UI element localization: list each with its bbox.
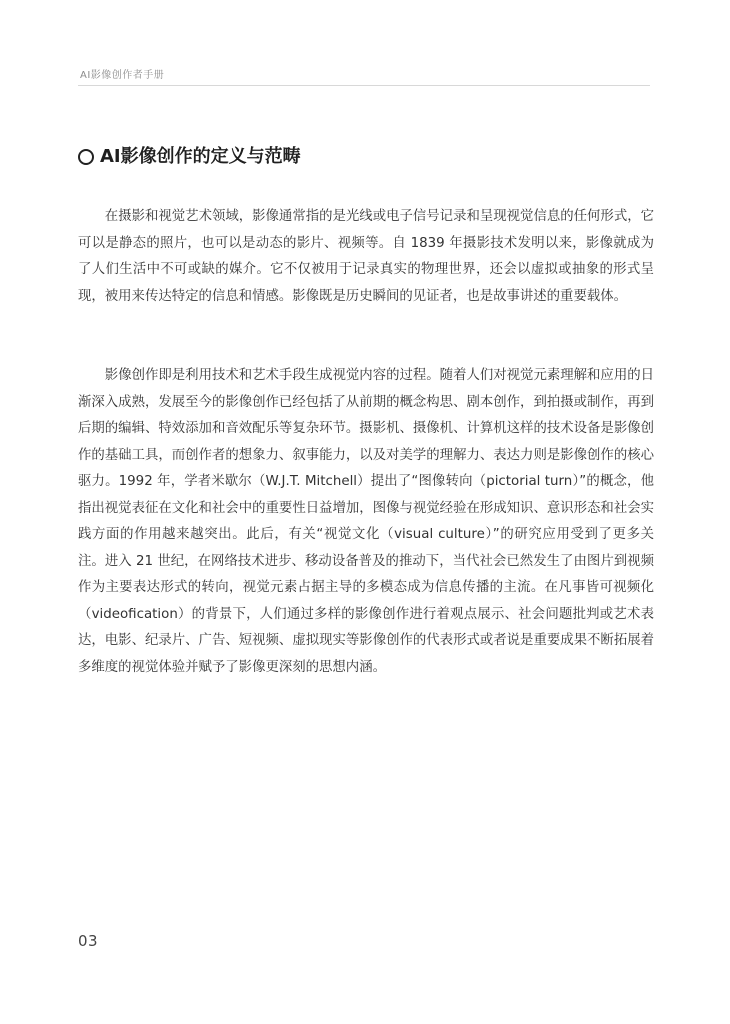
circle-bullet-icon [78,149,94,165]
body-paragraph-1-container [78,204,654,310]
section-heading [78,143,658,171]
header-divider [78,85,650,86]
running-header: AI影像创作者手册 [80,70,165,81]
body-paragraph: 在摄影和视觉艺术领域，影像通常指的是光线或电子信号记录和呈现视觉信息的任何形式，它可以是静态的照片，也可以是动态的影片、视频等。自 1839 年摄影技术发明以来，影像就成为了人们生活中不可或缺的媒介。它不仅被用于记录真实的物理世界，还会以虚拟或抽象的形式呈现，被用来传达特定的信息和情感。影像既是历史瞬间的见证者，也是故事讲述的重要载体。 [78,209,654,304]
page-number: 03 [78,932,99,950]
body-paragraph-2-container [78,363,654,681]
body-paragraph: 影像创作即是利用技术和艺术手段生成视觉内容的过程。随着人们对视觉元素理解和应用的日渐深入成熟，发展至今的影像创作已经包括了从前期的概念构思、剧本创作，到拍摄或制作，再到后期的编辑、特效添加和音效配乐等复杂环节。摄影机、摄像机、计算机这样的技术设备是影像创作的基础工具，而创作者的想象力、叙事能力，以及对美学的理解力、表达力则是影像创作的核心驱力。1992 年，学者米歇尔（W.J.T. Mitchell）提出了“图像转向（pictorial turn）”的概念，他指出视觉表征在文化和社会中的重要性日益增加，图像与视觉经验在形成知识、意识形态和社会实践方面的作用越来越突出。此后，有关“视觉文化（visual culture）”的研究应用受到了更多关注。进入 21 世纪，在网络技术进步、移动设备普及的推动下，当代社会已然发生了由图片到视频作为主要表达形式的转向，视觉元素占据主导的多模态成为信息传播的主流。在凡事皆可视频化（videofication）的背景下，人们通过多样的影像创作进行着观点展示、社会问题批判或艺术表达，电影、纪录片、广告、短视频、虚拟现实等影像创作的代表形式或者说是重要成果不断拓展着多维度的视觉体验并赋予了影像更深刻的思想内涵。 [78,368,654,675]
section-title-text: AI影像创作的定义与范畴 [100,146,301,167]
